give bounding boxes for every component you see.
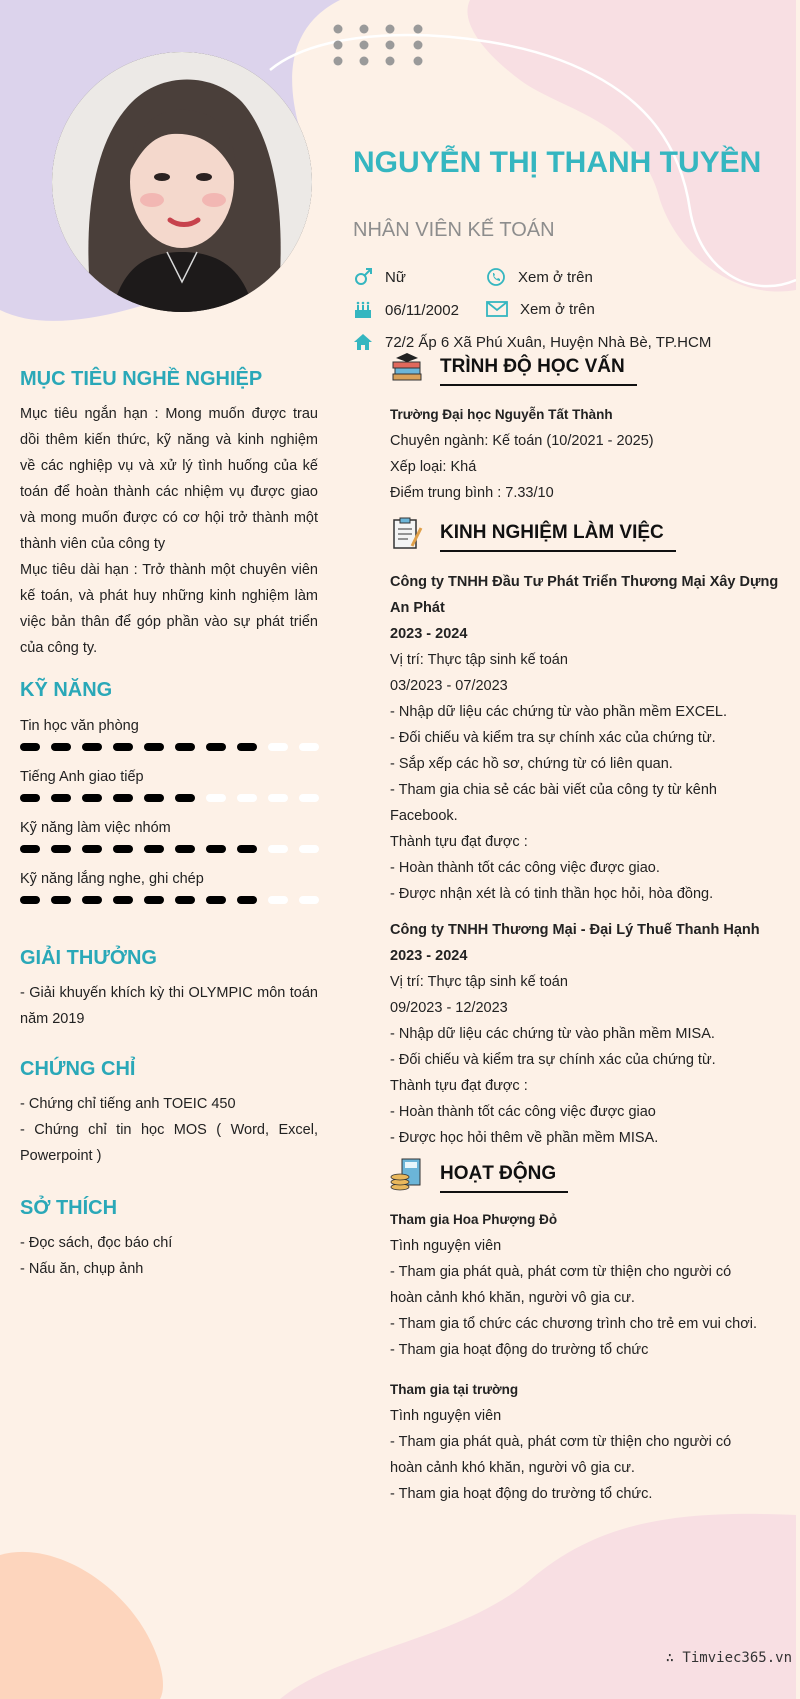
skill-level-bar — [20, 791, 320, 803]
job-title: NHÂN VIÊN KẾ TOÁN — [353, 219, 555, 241]
experience-title: KINH NGHIỆM LÀM VIỆC — [440, 522, 676, 552]
certificate-item: - Chứng chỉ tin học MOS ( Word, Excel, Powerpoint ) — [20, 1122, 318, 1164]
skill-dash-filled — [175, 794, 195, 802]
detail-line: Tình nguyện viên — [390, 1408, 502, 1424]
skill-dash-empty — [299, 845, 319, 853]
phone-value: Xem ở trên — [518, 268, 593, 286]
address-value: 72/2 Ấp 6 Xã Phú Xuân, Huyện Nhà Bè, TP.HCM — [385, 333, 712, 351]
activity-details — [390, 1403, 780, 1507]
detail-line: - Đối chiếu và kiểm tra sự chính xác của chứng từ. — [390, 1052, 716, 1068]
books-icon — [390, 350, 424, 384]
detail-line: 03/2023 - 07/2023 — [390, 678, 508, 694]
hobby-item: - Nấu ăn, chụp ảnh — [20, 1261, 144, 1277]
footer-brand: ∴ Timviec365.vn — [665, 1650, 792, 1666]
skill-level-bar — [20, 842, 320, 854]
skill-dash-filled — [175, 743, 195, 751]
skill-dash-filled — [144, 794, 164, 802]
skill-dash-filled — [20, 794, 40, 802]
skill-dash-empty — [299, 896, 319, 904]
skill-dash-filled — [51, 743, 71, 751]
skills-list — [20, 718, 318, 910]
activity-entry — [390, 1377, 780, 1507]
skills-title: KỸ NĂNG — [20, 679, 113, 701]
skill-dash-empty — [299, 743, 319, 751]
detail-line: - Sắp xếp các hồ sơ, chứng từ có liên quan. — [390, 756, 673, 772]
skill-dash-filled — [144, 845, 164, 853]
skill-dash-filled — [82, 845, 102, 853]
skill-dash-filled — [82, 743, 102, 751]
job-years: 2023 - 2024 — [390, 626, 468, 642]
skill-dash-filled — [82, 794, 102, 802]
education-header — [390, 350, 730, 390]
skill-dash-filled — [175, 896, 195, 904]
detail-line: - Nhập dữ liệu các chứng từ vào phần mềm MISA. — [390, 1026, 715, 1042]
education-title: TRÌNH ĐỘ HỌC VẤN — [440, 356, 637, 386]
skill-item — [20, 820, 318, 859]
job-years: 2023 - 2024 — [390, 948, 468, 964]
hobbies-title: SỞ THÍCH — [20, 1197, 118, 1219]
phone-icon — [486, 267, 506, 287]
detail-line: - Được học hỏi thêm về phần mềm MISA. — [390, 1130, 659, 1146]
candidate-name: NGUYỄN THỊ THANH TUYỀN — [353, 146, 762, 179]
certificate-item: - Chứng chỉ tiếng anh TOEIC 450 — [20, 1096, 236, 1112]
skill-dash-filled — [82, 896, 102, 904]
home-icon — [353, 333, 373, 351]
skills-section — [20, 679, 318, 922]
detail-line: - Tham gia phát quà, phát cơm từ thiện cho người có — [390, 1264, 732, 1280]
company-name-cont: An Phát — [390, 600, 445, 616]
education-content — [390, 402, 780, 506]
address-info — [353, 333, 711, 351]
detail-line: - Tham gia chia sẻ các bài viết của công ty từ kênh — [390, 782, 717, 798]
skill-dash-empty — [237, 794, 257, 802]
birthday-cake-icon — [353, 300, 373, 320]
skill-dash-empty — [268, 896, 288, 904]
skill-item — [20, 769, 318, 808]
skill-dash-empty — [206, 794, 226, 802]
awards-title: GIẢI THƯỞNG — [20, 947, 157, 969]
objective-short: Mục tiêu ngắn hạn : Mong muốn được trau dồi thêm kiến thức, kỹ năng và kinh nghiệm về các nghiệp vụ và xử lý tình huống của kế toán để hoàn thành các nhiệm vụ được giao và mong muốn được có cơ hội trở thành một thành viên của công ty — [20, 406, 318, 552]
activity-details — [390, 1233, 780, 1363]
hobby-item: - Đọc sách, đọc báo chí — [20, 1235, 173, 1251]
certificates-title: CHỨNG CHỈ — [20, 1058, 136, 1080]
phone-info — [486, 267, 593, 287]
education-rank: Xếp loại: Khá — [390, 459, 477, 475]
skill-dash-filled — [20, 845, 40, 853]
bottom-peach-blob — [0, 1552, 163, 1699]
skill-dash-empty — [299, 794, 319, 802]
skill-dash-filled — [20, 896, 40, 904]
detail-line: Facebook. — [390, 808, 458, 824]
detail-line: Vị trí: Thực tập sinh kế toán — [390, 974, 568, 990]
skill-dash-filled — [113, 896, 133, 904]
objective-long: Mục tiêu dài hạn : Trở thành một chuyên viên kế toán, và phát huy những kinh nghiệm làm việc bản thân để góp phần vào sự phát triển của công ty. — [20, 562, 318, 656]
detail-line: - Được nhận xét là có tinh thần học hỏi, hòa đồng. — [390, 886, 714, 902]
skill-dash-filled — [144, 743, 164, 751]
job-entry — [390, 917, 780, 1151]
activities-content — [390, 1207, 780, 1507]
skill-name: Kỹ năng làm việc nhóm — [20, 820, 171, 836]
skill-dash-filled — [51, 794, 71, 802]
skill-dash-filled — [113, 845, 133, 853]
skill-dash-empty — [268, 794, 288, 802]
company-name: Công ty TNHH Đầu Tư Phát Triển Thương Mại Xây Dựng — [390, 574, 779, 590]
skill-dash-filled — [113, 794, 133, 802]
skill-dash-filled — [51, 845, 71, 853]
objective-section — [20, 368, 318, 661]
skill-dash-filled — [237, 743, 257, 751]
skill-level-bar — [20, 740, 320, 752]
skill-dash-filled — [206, 896, 226, 904]
skill-dash-filled — [51, 896, 71, 904]
detail-line: Thành tựu đạt được : — [390, 834, 528, 850]
profile-photo — [52, 52, 312, 312]
experience-header — [390, 516, 730, 556]
detail-line: - Đối chiếu và kiểm tra sự chính xác của chứng từ. — [390, 730, 716, 746]
detail-line: 09/2023 - 12/2023 — [390, 1000, 508, 1016]
company-name: Công ty TNHH Thương Mại - Đại Lý Thuế Thanh Hạnh — [390, 922, 760, 938]
detail-line: - Tham gia hoạt động do trường tổ chức — [390, 1342, 649, 1358]
detail-line: hoàn cảnh khó khăn, người vô gia cư. — [390, 1290, 635, 1306]
activities-header — [390, 1157, 730, 1197]
detail-line: Thành tựu đạt được : — [390, 1078, 528, 1094]
skill-level-bar — [20, 893, 320, 905]
skill-dash-empty — [268, 845, 288, 853]
detail-line: hoàn cảnh khó khăn, người vô gia cư. — [390, 1460, 635, 1476]
activities-title: HOẠT ĐỘNG — [440, 1163, 568, 1193]
activity-entry — [390, 1207, 780, 1363]
gender-info — [353, 267, 406, 287]
activity-name: Tham gia Hoa Phượng Đỏ — [390, 1212, 558, 1227]
detail-line: - Tham gia phát quà, phát cơm từ thiện cho người có — [390, 1434, 732, 1450]
bottom-pink-blob — [280, 1514, 796, 1699]
detail-line: - Tham gia tổ chức các chương trình cho trẻ em vui chơi. — [390, 1316, 757, 1332]
detail-line: Tình nguyện viên — [390, 1238, 502, 1254]
activity-name: Tham gia tại trường — [390, 1382, 519, 1397]
email-info — [486, 300, 595, 318]
hobbies-section — [20, 1197, 318, 1282]
detail-line: - Tham gia hoạt động do trường tổ chức. — [390, 1486, 653, 1502]
education-major: Chuyên ngành: Kế toán (10/2021 - 2025) — [390, 433, 654, 449]
experience-content — [390, 569, 780, 1151]
skill-dash-filled — [237, 896, 257, 904]
job-details — [390, 969, 780, 1151]
birthday-value: 06/11/2002 — [385, 301, 459, 319]
skill-dash-filled — [113, 743, 133, 751]
detail-line: - Hoàn thành tốt các công việc được giao. — [390, 860, 660, 876]
skill-dash-filled — [20, 743, 40, 751]
clipboard-icon — [390, 516, 424, 550]
skill-dash-filled — [206, 743, 226, 751]
coins-calculator-icon — [390, 1157, 424, 1191]
education-gpa: Điểm trung bình : 7.33/10 — [390, 485, 554, 501]
skill-dash-filled — [206, 845, 226, 853]
email-value: Xem ở trên — [520, 300, 595, 318]
certificates-section — [20, 1058, 318, 1169]
objective-title: MỤC TIÊU NGHỀ NGHIỆP — [20, 368, 263, 390]
skill-dash-filled — [175, 845, 195, 853]
birthday-info — [353, 300, 459, 320]
gender-icon — [353, 267, 373, 287]
skill-dash-filled — [144, 896, 164, 904]
job-entry — [390, 569, 780, 907]
skill-dash-filled — [237, 845, 257, 853]
skill-item — [20, 718, 318, 757]
envelope-icon — [486, 300, 508, 318]
skill-name: Tiếng Anh giao tiếp — [20, 769, 144, 785]
detail-line: - Nhập dữ liệu các chứng từ vào phần mềm EXCEL. — [390, 704, 728, 720]
awards-section — [20, 947, 318, 1032]
portrait-illustration — [52, 52, 312, 312]
gender-value: Nữ — [385, 268, 406, 286]
dot-grid — [334, 25, 423, 66]
school-name: Trường Đại học Nguyễn Tất Thành — [390, 407, 613, 422]
job-details — [390, 647, 780, 907]
skill-name: Tin học văn phòng — [20, 718, 139, 734]
detail-line: - Hoàn thành tốt các công việc được giao — [390, 1104, 656, 1120]
skill-item — [20, 871, 318, 910]
award-item: - Giải khuyến khích kỳ thi OLYMPIC môn toán năm 2019 — [20, 985, 318, 1027]
detail-line: Vị trí: Thực tập sinh kế toán — [390, 652, 568, 668]
skill-name: Kỹ năng lắng nghe, ghi chép — [20, 871, 204, 887]
skill-dash-empty — [268, 743, 288, 751]
